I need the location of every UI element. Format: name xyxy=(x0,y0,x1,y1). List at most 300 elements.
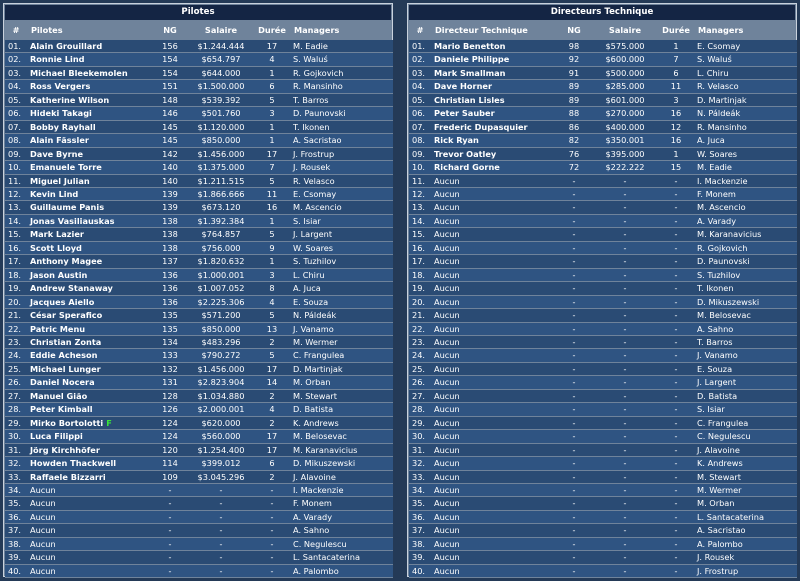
table-row[interactable] xyxy=(409,296,797,309)
row-manager[interactable] xyxy=(290,336,393,349)
table-row[interactable] xyxy=(5,282,393,295)
row-manager[interactable] xyxy=(290,484,393,497)
row-manager[interactable] xyxy=(290,497,393,510)
row-name-text: Aucun xyxy=(434,256,460,267)
row-name[interactable] xyxy=(27,215,152,228)
row-name[interactable] xyxy=(431,40,556,53)
table-row[interactable] xyxy=(409,134,797,147)
row-manager[interactable] xyxy=(290,175,393,188)
table-row[interactable] xyxy=(5,376,393,389)
table-row[interactable] xyxy=(5,53,393,66)
row-name[interactable] xyxy=(431,484,556,497)
table-row[interactable] xyxy=(5,188,393,201)
row-manager[interactable] xyxy=(290,121,393,134)
row-number xyxy=(5,188,27,201)
table-row[interactable] xyxy=(5,296,393,309)
row-duration-text: 17 xyxy=(266,431,278,442)
row-name[interactable] xyxy=(27,457,152,470)
row-manager[interactable] xyxy=(290,551,393,564)
row-manager[interactable] xyxy=(694,188,797,201)
row-name[interactable] xyxy=(431,336,556,349)
row-name-text: Christian Zonta xyxy=(30,336,102,347)
row-manager[interactable] xyxy=(290,538,393,551)
row-name[interactable] xyxy=(431,215,556,228)
table-row[interactable] xyxy=(409,323,797,336)
table-row[interactable] xyxy=(409,524,797,537)
row-duration-text: - xyxy=(270,525,274,536)
row-duration-text: 7 xyxy=(269,162,275,173)
table-row[interactable] xyxy=(409,336,797,349)
row-name[interactable] xyxy=(27,565,152,578)
row-name-text: Kevin Lind xyxy=(30,188,79,199)
row-duration xyxy=(658,323,694,336)
table-row[interactable] xyxy=(5,80,393,93)
table-row[interactable] xyxy=(5,255,393,268)
row-name[interactable] xyxy=(27,551,152,564)
table-row[interactable] xyxy=(409,349,797,362)
table-row[interactable] xyxy=(5,134,393,147)
row-manager[interactable] xyxy=(290,349,393,362)
row-number xyxy=(409,363,431,376)
table-row[interactable] xyxy=(409,538,797,551)
table-row[interactable] xyxy=(5,430,393,443)
row-name[interactable] xyxy=(27,390,152,403)
row-manager[interactable] xyxy=(694,228,797,241)
table-row[interactable] xyxy=(409,53,797,66)
row-name[interactable] xyxy=(431,94,556,107)
table-row[interactable] xyxy=(5,228,393,241)
row-name[interactable] xyxy=(27,309,152,322)
row-name[interactable] xyxy=(431,471,556,484)
row-duration xyxy=(658,336,694,349)
row-manager[interactable] xyxy=(290,134,393,147)
row-salary-text: $1.500.000 xyxy=(197,81,245,92)
row-number xyxy=(5,323,27,336)
row-manager[interactable] xyxy=(694,524,797,537)
row-name[interactable] xyxy=(27,511,152,524)
row-manager[interactable] xyxy=(694,403,797,416)
table-row[interactable] xyxy=(409,175,797,188)
table-row[interactable] xyxy=(5,363,393,376)
row-number-text: 24. xyxy=(8,350,22,361)
row-salary-text: $600.000 xyxy=(605,54,645,65)
row-name[interactable] xyxy=(27,269,152,282)
row-ng xyxy=(556,403,592,416)
table-row[interactable] xyxy=(5,551,393,564)
table-row[interactable] xyxy=(409,417,797,430)
row-ng xyxy=(556,67,592,80)
table-row[interactable] xyxy=(5,524,393,537)
row-number-text: 37. xyxy=(412,525,426,536)
row-name[interactable] xyxy=(431,323,556,336)
row-name-text: Alain Fässler xyxy=(30,135,89,146)
row-manager[interactable] xyxy=(290,269,393,282)
row-manager[interactable] xyxy=(290,430,393,443)
row-name[interactable] xyxy=(27,323,152,336)
table-row[interactable] xyxy=(5,497,393,510)
row-manager[interactable] xyxy=(290,215,393,228)
row-name-text: Aucun xyxy=(434,565,460,576)
row-manager-text: M. Eadie xyxy=(293,41,328,51)
row-name[interactable] xyxy=(27,296,152,309)
table-row[interactable] xyxy=(5,269,393,282)
row-name[interactable] xyxy=(27,161,152,174)
table-row[interactable] xyxy=(409,457,797,470)
table-row[interactable] xyxy=(409,201,797,214)
row-manager[interactable] xyxy=(694,175,797,188)
row-name[interactable] xyxy=(431,551,556,564)
row-name[interactable] xyxy=(431,107,556,120)
row-manager[interactable] xyxy=(694,390,797,403)
row-manager-text: T. Barros xyxy=(697,336,733,347)
header-name[interactable]: Directeur Technique xyxy=(435,25,528,35)
row-manager[interactable] xyxy=(694,40,797,53)
row-manager[interactable] xyxy=(694,471,797,484)
row-name[interactable] xyxy=(431,417,556,430)
row-manager[interactable] xyxy=(694,309,797,322)
row-name[interactable] xyxy=(431,188,556,201)
row-duration xyxy=(658,67,694,80)
row-manager[interactable] xyxy=(694,511,797,524)
row-manager[interactable] xyxy=(290,282,393,295)
table-row[interactable] xyxy=(409,67,797,80)
table-row[interactable] xyxy=(5,323,393,336)
row-name[interactable] xyxy=(27,242,152,255)
table-row[interactable] xyxy=(409,565,797,578)
row-manager[interactable] xyxy=(290,296,393,309)
row-manager[interactable] xyxy=(694,296,797,309)
row-manager[interactable] xyxy=(694,417,797,430)
row-ng xyxy=(152,148,188,161)
row-number-text: 32. xyxy=(8,458,22,469)
row-name[interactable] xyxy=(431,457,556,470)
table-row[interactable] xyxy=(409,390,797,403)
row-manager[interactable] xyxy=(290,242,393,255)
table-row[interactable] xyxy=(5,121,393,134)
row-manager[interactable] xyxy=(694,376,797,389)
table-row[interactable] xyxy=(5,309,393,322)
header-salary[interactable]: Salaire xyxy=(204,25,238,35)
table-row[interactable] xyxy=(409,94,797,107)
table-row[interactable] xyxy=(409,484,797,497)
row-manager[interactable] xyxy=(694,201,797,214)
header-ng[interactable]: NG xyxy=(163,25,177,35)
row-name[interactable] xyxy=(27,228,152,241)
row-salary xyxy=(592,457,658,470)
row-manager[interactable] xyxy=(290,417,393,430)
row-name[interactable] xyxy=(431,309,556,322)
header-ng[interactable]: NG xyxy=(567,25,581,35)
row-number xyxy=(409,471,431,484)
row-name[interactable] xyxy=(431,201,556,214)
row-name[interactable] xyxy=(431,363,556,376)
row-name[interactable] xyxy=(431,282,556,295)
row-name[interactable] xyxy=(27,403,152,416)
row-manager-text: J. Alavoine xyxy=(293,471,336,482)
row-manager[interactable] xyxy=(694,67,797,80)
table-row[interactable] xyxy=(409,215,797,228)
row-name[interactable] xyxy=(27,107,152,120)
table-row[interactable] xyxy=(409,242,797,255)
row-manager[interactable] xyxy=(290,403,393,416)
table-row[interactable] xyxy=(5,201,393,214)
row-name[interactable] xyxy=(431,565,556,578)
row-number xyxy=(5,497,27,510)
row-name[interactable] xyxy=(27,336,152,349)
row-name[interactable] xyxy=(431,161,556,174)
row-name[interactable] xyxy=(27,349,152,362)
row-name[interactable] xyxy=(431,511,556,524)
table-row[interactable] xyxy=(409,376,797,389)
row-name[interactable] xyxy=(27,175,152,188)
table-row[interactable] xyxy=(5,40,393,53)
row-manager[interactable] xyxy=(694,497,797,510)
row-name[interactable] xyxy=(431,269,556,282)
table-row[interactable] xyxy=(5,457,393,470)
table-row[interactable] xyxy=(409,161,797,174)
table-row[interactable] xyxy=(409,80,797,93)
table-row[interactable] xyxy=(409,551,797,564)
table-row[interactable] xyxy=(409,363,797,376)
table-row[interactable] xyxy=(409,188,797,201)
row-number xyxy=(5,457,27,470)
row-name[interactable] xyxy=(27,40,152,53)
row-manager[interactable] xyxy=(290,376,393,389)
row-name[interactable] xyxy=(27,484,152,497)
row-manager[interactable] xyxy=(694,161,797,174)
row-name[interactable] xyxy=(27,524,152,537)
table-row[interactable] xyxy=(5,215,393,228)
table-row[interactable] xyxy=(409,309,797,322)
row-name[interactable] xyxy=(27,417,152,430)
table-row[interactable] xyxy=(5,484,393,497)
row-number-text: 39. xyxy=(412,552,426,563)
row-name[interactable] xyxy=(431,67,556,80)
row-manager[interactable] xyxy=(694,363,797,376)
row-number xyxy=(409,94,431,107)
row-name-text: Aucun xyxy=(434,484,460,495)
table-row[interactable] xyxy=(5,444,393,457)
row-name[interactable] xyxy=(431,430,556,443)
row-manager[interactable] xyxy=(290,228,393,241)
row-name[interactable] xyxy=(27,376,152,389)
row-manager[interactable] xyxy=(290,161,393,174)
table-row[interactable] xyxy=(5,107,393,120)
row-name[interactable] xyxy=(27,444,152,457)
table-row[interactable] xyxy=(5,565,393,578)
row-name[interactable] xyxy=(431,228,556,241)
row-manager-text: A. Varady xyxy=(293,511,333,522)
row-name[interactable] xyxy=(27,430,152,443)
table-row[interactable] xyxy=(5,417,393,430)
row-name[interactable] xyxy=(431,175,556,188)
table-row[interactable] xyxy=(409,511,797,524)
row-name[interactable] xyxy=(27,471,152,484)
table-row[interactable] xyxy=(5,511,393,524)
row-salary-text: $483.296 xyxy=(201,336,241,347)
row-ng-text: 142 xyxy=(162,148,178,159)
row-manager[interactable] xyxy=(290,309,393,322)
header-salary[interactable]: Salaire xyxy=(608,25,642,35)
row-manager[interactable] xyxy=(290,67,393,80)
row-manager[interactable] xyxy=(290,80,393,93)
table-row[interactable] xyxy=(5,390,393,403)
table-row[interactable] xyxy=(5,538,393,551)
table-row[interactable] xyxy=(5,148,393,161)
row-manager[interactable] xyxy=(694,349,797,362)
row-manager[interactable] xyxy=(694,444,797,457)
row-name[interactable] xyxy=(431,53,556,66)
row-manager[interactable] xyxy=(694,565,797,578)
row-name[interactable] xyxy=(431,134,556,147)
row-manager[interactable] xyxy=(290,188,393,201)
row-manager[interactable] xyxy=(694,121,797,134)
row-manager[interactable] xyxy=(290,255,393,268)
row-name-text: Aucun xyxy=(434,431,460,442)
table-row[interactable] xyxy=(5,242,393,255)
row-number-text: 10. xyxy=(8,162,22,173)
row-manager-text: M. Ascencio xyxy=(697,202,746,213)
row-manager[interactable] xyxy=(290,201,393,214)
table-row[interactable] xyxy=(409,228,797,241)
row-name[interactable] xyxy=(431,349,556,362)
table-row[interactable] xyxy=(5,336,393,349)
row-name[interactable] xyxy=(27,148,152,161)
row-manager[interactable] xyxy=(290,107,393,120)
row-manager[interactable] xyxy=(694,538,797,551)
row-manager[interactable] xyxy=(290,457,393,470)
row-name[interactable] xyxy=(27,201,152,214)
row-name[interactable] xyxy=(431,121,556,134)
row-name[interactable] xyxy=(27,80,152,93)
row-manager[interactable] xyxy=(290,53,393,66)
row-manager[interactable] xyxy=(694,430,797,443)
row-name-text: Daniele Philippe xyxy=(434,54,510,65)
row-manager[interactable] xyxy=(290,94,393,107)
header-manager[interactable]: Managers xyxy=(698,25,744,35)
row-salary-text: $1.254.400 xyxy=(197,444,245,455)
row-name[interactable] xyxy=(27,255,152,268)
row-manager[interactable] xyxy=(694,148,797,161)
row-name[interactable] xyxy=(431,524,556,537)
row-name[interactable] xyxy=(431,242,556,255)
row-duration-text: - xyxy=(674,417,678,428)
table-row[interactable] xyxy=(409,403,797,416)
row-number xyxy=(5,242,27,255)
table-row[interactable] xyxy=(409,497,797,510)
row-name[interactable] xyxy=(431,376,556,389)
row-salary xyxy=(188,565,254,578)
row-manager[interactable] xyxy=(694,242,797,255)
table-row[interactable] xyxy=(409,121,797,134)
row-name[interactable] xyxy=(431,497,556,510)
row-manager[interactable] xyxy=(694,551,797,564)
row-ng-text: 131 xyxy=(162,377,178,388)
row-manager[interactable] xyxy=(694,323,797,336)
row-name[interactable] xyxy=(27,67,152,80)
row-name[interactable] xyxy=(431,444,556,457)
table-row[interactable] xyxy=(5,471,393,484)
row-manager[interactable] xyxy=(694,215,797,228)
row-duration-text: 16 xyxy=(266,202,278,213)
row-manager[interactable] xyxy=(290,471,393,484)
row-name[interactable] xyxy=(431,403,556,416)
header-duration[interactable]: Durée xyxy=(662,25,690,35)
row-manager[interactable] xyxy=(290,323,393,336)
row-manager[interactable] xyxy=(694,269,797,282)
header-duration[interactable]: Durée xyxy=(258,25,286,35)
table-row[interactable] xyxy=(409,430,797,443)
row-manager[interactable] xyxy=(694,282,797,295)
row-manager[interactable] xyxy=(694,53,797,66)
table-row[interactable] xyxy=(5,175,393,188)
row-salary xyxy=(188,471,254,484)
row-manager[interactable] xyxy=(290,40,393,53)
row-name[interactable] xyxy=(27,497,152,510)
row-name[interactable] xyxy=(431,148,556,161)
row-manager[interactable] xyxy=(694,457,797,470)
table-row[interactable] xyxy=(5,67,393,80)
row-duration-text: - xyxy=(270,511,274,522)
table-row[interactable] xyxy=(5,94,393,107)
table-row[interactable] xyxy=(5,349,393,362)
table-row[interactable] xyxy=(409,148,797,161)
row-manager-text: M. Stewart xyxy=(697,471,742,482)
row-name[interactable] xyxy=(431,296,556,309)
row-name[interactable] xyxy=(27,282,152,295)
row-manager[interactable] xyxy=(290,565,393,578)
row-name[interactable] xyxy=(431,390,556,403)
row-duration xyxy=(254,444,290,457)
row-name[interactable] xyxy=(27,121,152,134)
row-manager[interactable] xyxy=(694,94,797,107)
row-manager[interactable] xyxy=(694,336,797,349)
row-manager[interactable] xyxy=(290,444,393,457)
table-row[interactable] xyxy=(409,444,797,457)
row-manager[interactable] xyxy=(694,80,797,93)
row-manager[interactable] xyxy=(290,524,393,537)
table-row[interactable] xyxy=(409,255,797,268)
row-name[interactable] xyxy=(27,94,152,107)
table-row[interactable] xyxy=(5,161,393,174)
row-name[interactable] xyxy=(27,538,152,551)
row-manager[interactable] xyxy=(694,255,797,268)
row-name[interactable] xyxy=(27,53,152,66)
row-manager[interactable] xyxy=(290,511,393,524)
table-row[interactable] xyxy=(5,403,393,416)
row-name[interactable] xyxy=(27,188,152,201)
row-manager[interactable] xyxy=(694,484,797,497)
row-manager[interactable] xyxy=(694,107,797,120)
table-row[interactable] xyxy=(409,107,797,120)
table-row[interactable] xyxy=(409,269,797,282)
row-name[interactable] xyxy=(431,255,556,268)
row-manager[interactable] xyxy=(694,134,797,147)
row-manager[interactable] xyxy=(290,363,393,376)
row-name[interactable] xyxy=(27,134,152,147)
table-row[interactable] xyxy=(409,40,797,53)
header-name[interactable]: Pilotes xyxy=(31,25,63,35)
row-name[interactable] xyxy=(27,363,152,376)
table-row[interactable] xyxy=(409,471,797,484)
row-name[interactable] xyxy=(431,80,556,93)
row-name[interactable] xyxy=(431,538,556,551)
row-duration-text: - xyxy=(674,444,678,455)
header-manager[interactable]: Managers xyxy=(294,25,340,35)
table-row[interactable] xyxy=(409,282,797,295)
row-manager[interactable] xyxy=(290,148,393,161)
row-manager[interactable] xyxy=(290,390,393,403)
